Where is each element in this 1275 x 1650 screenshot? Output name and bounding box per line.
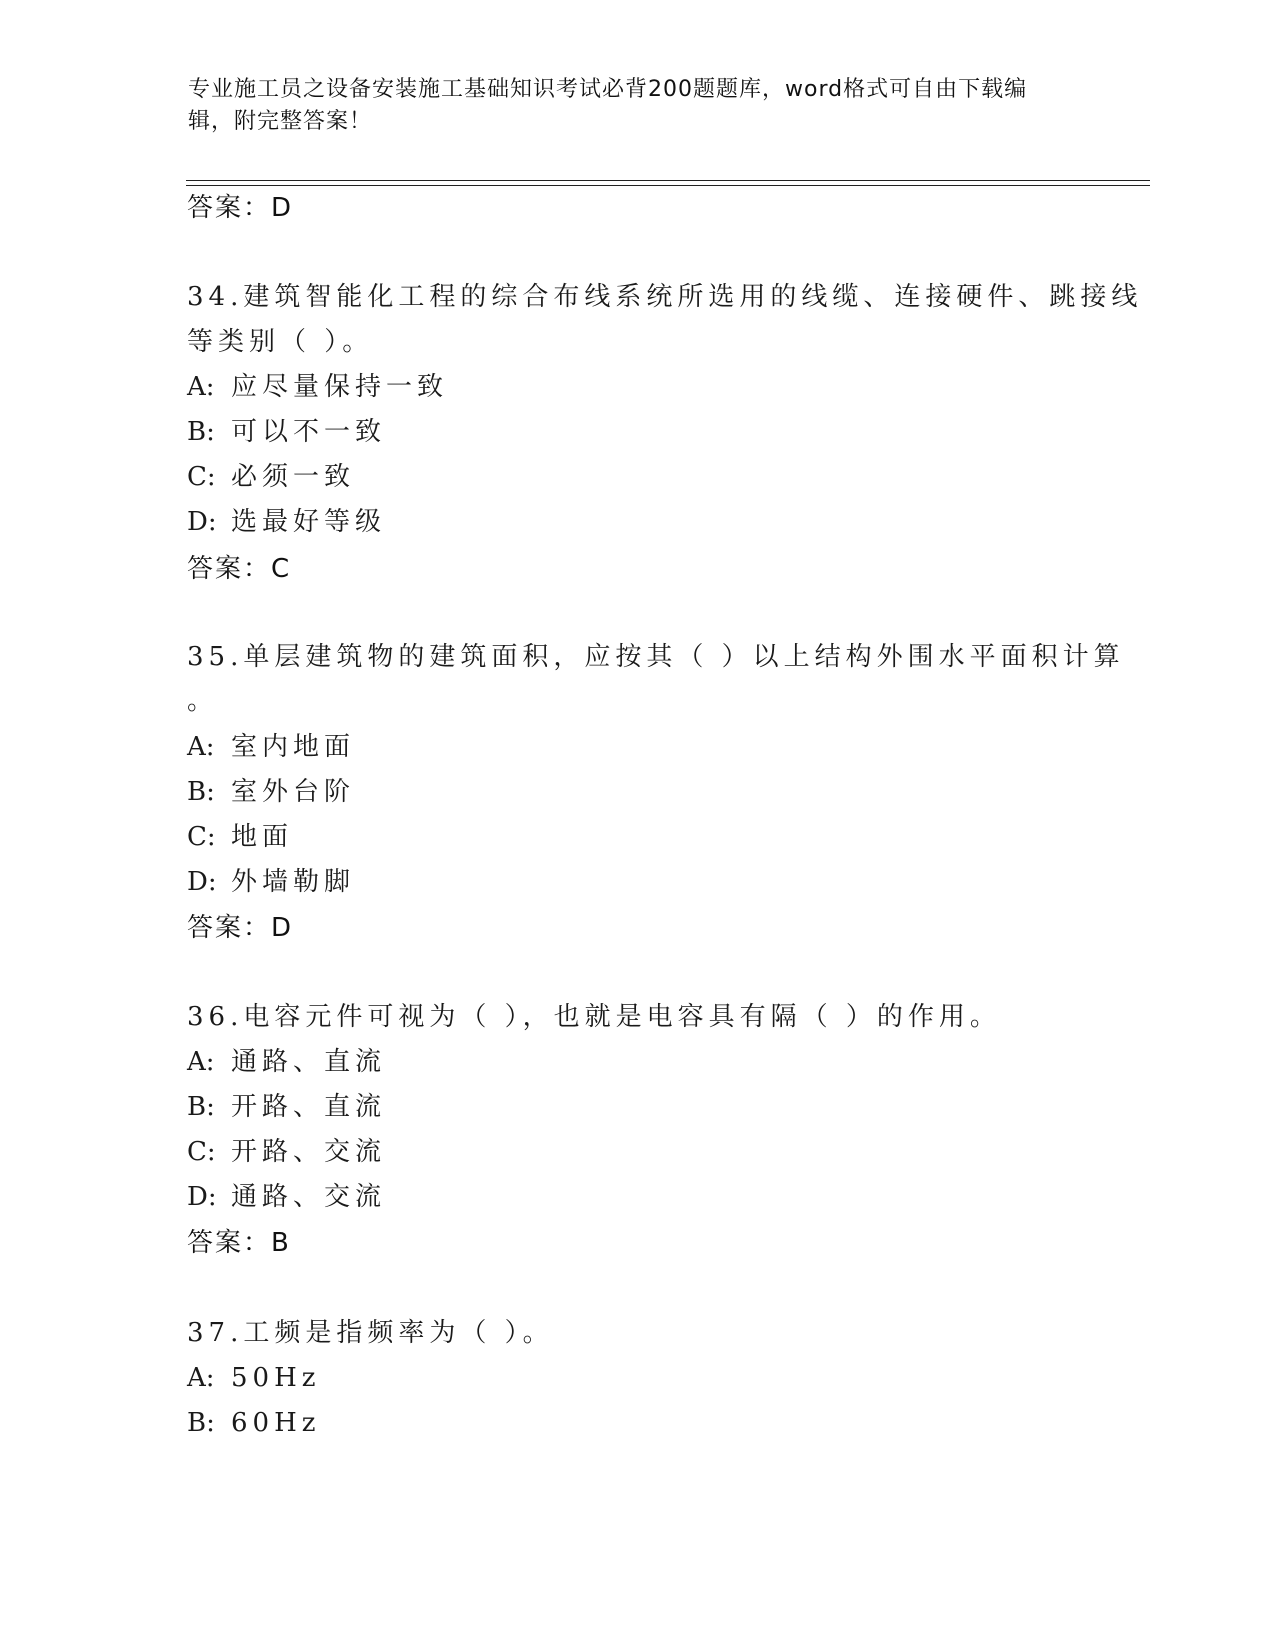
question-34-option-a [187, 370, 448, 404]
question-37-option-b [187, 1406, 320, 1440]
option-key: C: [187, 1137, 216, 1167]
option-text: 60Hz [231, 1408, 321, 1438]
option-key: B: [187, 417, 215, 447]
option-text: 通路、直流 [231, 1047, 387, 1077]
option-key: A: [187, 372, 215, 402]
question-34-line-2: 等类别（ ）。 [187, 327, 374, 357]
option-text: 开路、交流 [231, 1137, 387, 1167]
question-36-option-a [187, 1045, 386, 1079]
document-header: 专业施工员之设备安装施工基础知识考试必背200题题库，word格式可自由下载编辑，附完整答案！ [188, 77, 1028, 134]
question-35-option-b [187, 775, 355, 809]
answer-34: 答案：C [187, 554, 292, 584]
question-37-line-1: 37.工频是指频率为（ ）。 [187, 1318, 554, 1348]
option-key: D: [187, 867, 217, 897]
option-key: A: [187, 732, 215, 762]
option-key: A: [187, 1047, 215, 1077]
question-35-line-2: 。 [187, 686, 219, 716]
question-35-line-1: 35.单层建筑物的建筑面积，应按其（ ）以上结构外围水平面积计算 [187, 642, 1125, 672]
option-text: 应尽量保持一致 [231, 372, 449, 402]
option-key: D: [187, 507, 217, 537]
header-divider-bottom [186, 185, 1150, 186]
option-text: 选最好等级 [231, 507, 387, 537]
option-text: 室外台阶 [231, 777, 356, 807]
option-key: C: [187, 822, 216, 852]
option-key: B: [187, 1092, 215, 1122]
option-text: 通路、交流 [231, 1182, 387, 1212]
question-35-option-d [187, 865, 355, 899]
question-35-option-a [187, 730, 355, 764]
option-key: B: [187, 1408, 215, 1438]
answer-33: 答案：D [187, 193, 294, 223]
question-36-option-d [187, 1180, 386, 1214]
question-37-option-a [187, 1361, 320, 1395]
option-key: C: [187, 462, 216, 492]
option-key: A: [187, 1363, 215, 1393]
header-divider-top [186, 180, 1150, 181]
question-34-line-1: 34.建筑智能化工程的综合布线系统所选用的线缆、连接硬件、跳接线 [187, 282, 1143, 312]
option-key: D: [187, 1182, 217, 1212]
option-text: 外墙勒脚 [231, 867, 356, 897]
answer-36: 答案：B [187, 1228, 291, 1258]
question-36-option-c [187, 1135, 386, 1169]
question-34-option-d [187, 505, 386, 539]
option-key: B: [187, 777, 215, 807]
option-text: 室内地面 [231, 732, 356, 762]
question-34-option-c [187, 460, 355, 494]
question-35-option-c [187, 820, 293, 854]
answer-35: 答案：D [187, 913, 294, 943]
option-text: 开路、直流 [231, 1092, 387, 1122]
question-36-line-1: 36.电容元件可视为（ ），也就是电容具有隔（ ）的作用。 [187, 1002, 1001, 1032]
option-text: 地面 [231, 822, 294, 852]
option-text: 50Hz [231, 1363, 321, 1393]
option-text: 可以不一致 [231, 417, 387, 447]
question-34-option-b [187, 415, 386, 449]
option-text: 必须一致 [231, 462, 356, 492]
question-36-option-b [187, 1090, 386, 1124]
